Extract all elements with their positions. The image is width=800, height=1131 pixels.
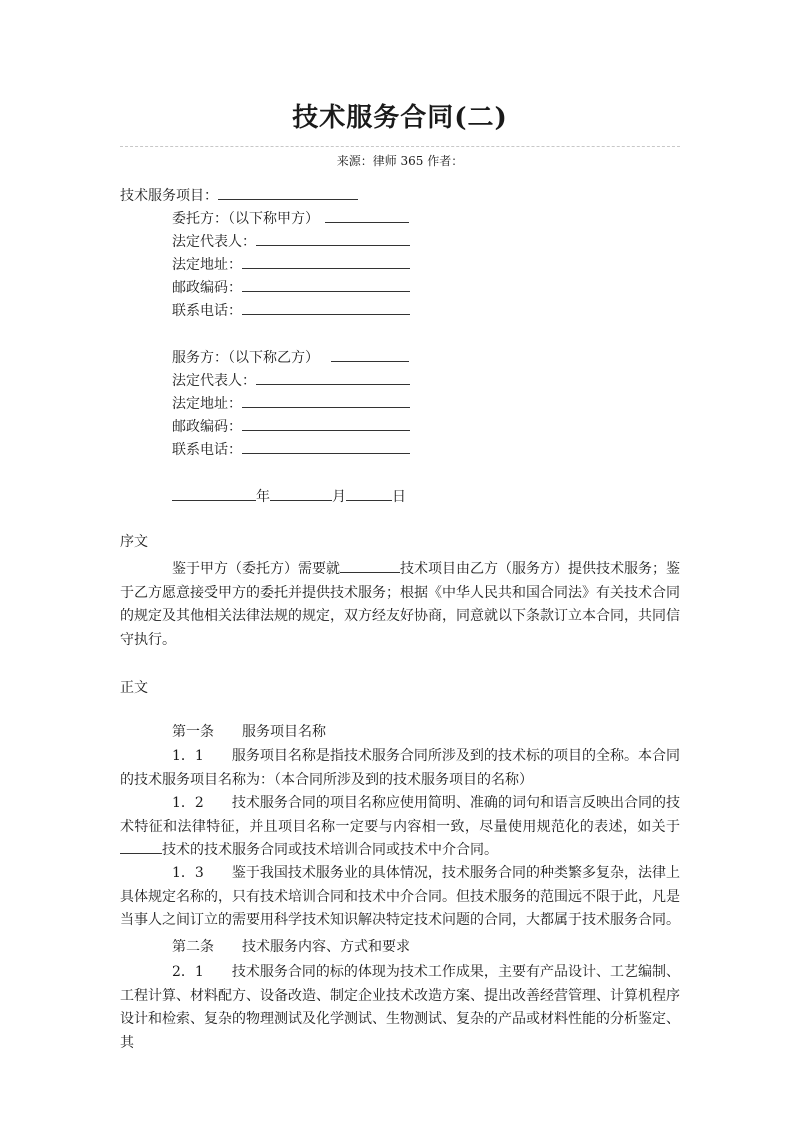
date-line [172,485,406,507]
preface-text-before: 鉴于甲方（委托方）需要就 [172,561,340,577]
month-blank [270,485,332,501]
client-address-blank [242,253,410,269]
project-blank [218,184,358,200]
clause-2-1: 2．1 技术服务合同的标的体现为技术工作成果，主要有产品设计、工艺编制、工程计算、材料配方、设备改造、制定企业技术改造方案、提出改善经营管理、计算机程序设计和检索、复杂的物理测试及化学测试、生物测试、复杂的产品或材料性能的分析鉴定、其 [120,964,680,1051]
provider-party-label: 服务方：（以下称乙方） [172,350,319,366]
client-postcode-blank [242,276,410,292]
client-party-blank [325,207,409,223]
client-rep-blank [256,230,410,246]
client-postcode-label: 邮政编码： [172,280,242,296]
client-phone-line [172,299,410,321]
client-party-label: 委托方：（以下称甲方） [172,211,319,227]
day-blank [346,485,392,501]
document-title: 技术服务合同(二) [292,103,508,133]
clause-1-2-blank [120,839,162,854]
client-postcode-line [172,276,410,298]
provider-party-blank [331,346,409,362]
provider-phone-label: 联系电话： [172,442,242,458]
year-blank [172,485,256,501]
client-address-label: 法定地址： [172,257,242,273]
preface-text-after: 技术项目由乙方（服务方）提供技术服务；鉴于乙方愿意接受甲方的委托并提供技术服务；根据《中华人民共和国合同法》有关技术合同的规定及其他相关法律法规的规定，双方经友好协商，同意就以下条款订立本合同，共同信守执行。 [120,561,680,648]
clause-1-2-text-before: 1．2 技术服务合同的项目名称应使用简明、准确的词句和语言反映出合同的技术特征和法律特征，并且项目名称一定要与内容相一致，尽量使用规范化的表述，如关于 [120,795,680,835]
clause-1-3: 1．3 鉴于我国技术服务业的具体情况，技术服务合同的种类繁多复杂，法律上具体规定名称的，只有技术培训合同和技术中介合同。但技术服务的范围远不限于此，凡是当事人之间订立的需要用科学技术知识解决特定技术问题的合同，大都属于技术服务合同。 [120,865,680,928]
title-divider [120,146,680,147]
provider-postcode-blank [242,415,410,431]
client-phone-label: 联系电话： [172,303,242,319]
article-2-heading: 第二条 技术服务内容、方式和要求 [172,939,410,955]
project-line [120,184,358,206]
provider-party-line [172,346,409,368]
provider-postcode-label: 邮政编码： [172,419,242,435]
provider-address-label: 法定地址： [172,396,242,412]
client-party-line [172,207,409,229]
provider-address-blank [242,392,410,408]
client-rep-line [172,230,410,252]
body-heading: 正文 [120,680,148,696]
year-label: 年 [256,489,270,505]
provider-postcode-line [172,415,410,437]
provider-rep-line [172,369,410,391]
preface-heading: 序文 [120,534,148,550]
provider-rep-blank [256,369,410,385]
source-line: 来源：律师 365 作者： [336,154,464,168]
month-label: 月 [332,489,346,505]
clause-1-2-text-after: 技术的技术服务合同或技术培训合同或技术中介合同。 [162,842,498,858]
article-1-heading: 第一条 服务项目名称 [172,724,326,740]
client-address-line [172,253,410,275]
provider-phone-line [172,438,410,460]
preface-paragraph [120,558,680,652]
clause-1-2 [120,792,680,863]
preface-blank [340,558,400,573]
client-rep-label: 法定代表人： [172,234,256,250]
client-phone-blank [242,299,410,315]
project-label: 技术服务项目： [120,188,218,204]
provider-rep-label: 法定代表人： [172,373,256,389]
clause-1-1: 1．1 服务项目名称是指技术服务合同所涉及到的技术标的项目的全称。本合同的技术服务项目名称为：（本合同所涉及到的技术服务项目的名称） [120,748,680,788]
provider-phone-blank [242,438,410,454]
day-label: 日 [392,489,406,505]
provider-address-line [172,392,410,414]
